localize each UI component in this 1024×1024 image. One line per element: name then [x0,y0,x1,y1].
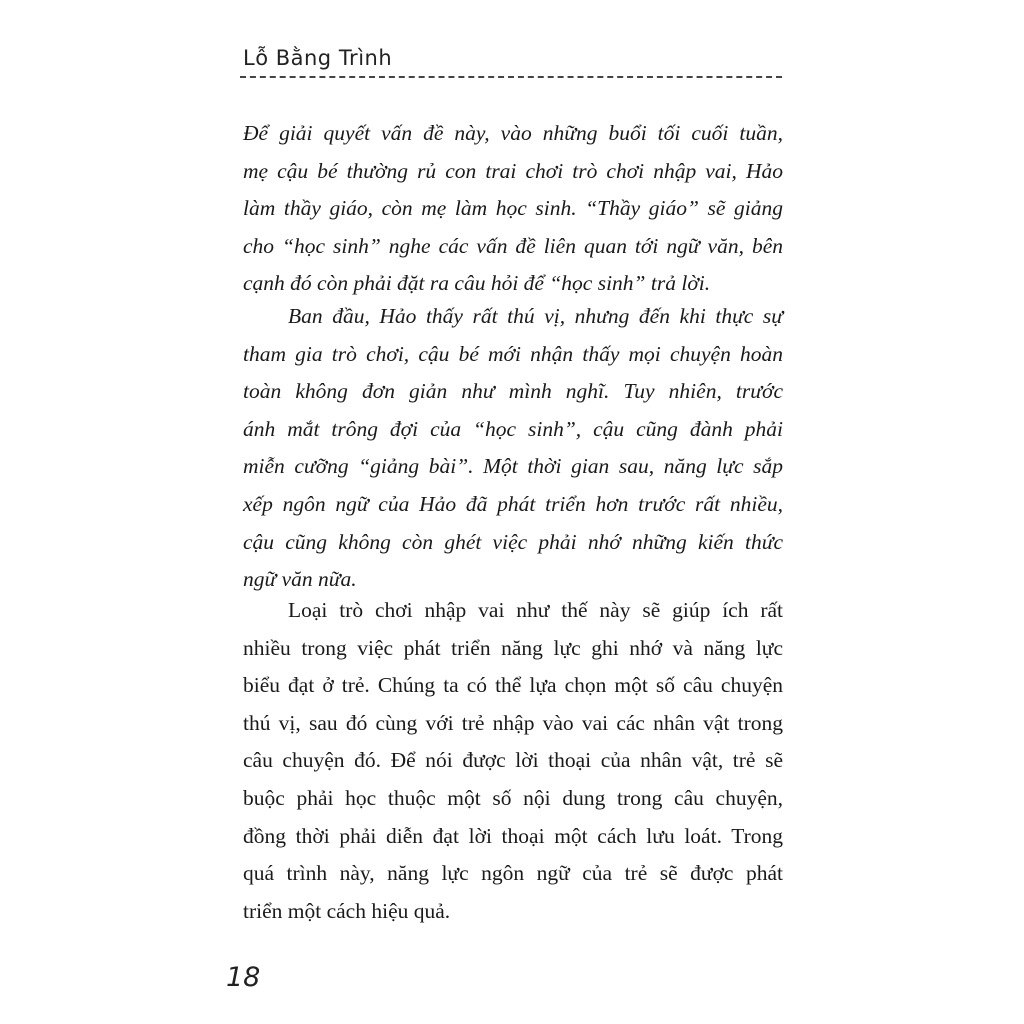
paragraph-line: Ban đầu, Hảo thấy rất thú vị, nhưng đến khi thực sự [288,304,783,328]
paragraph-line: làm thầy giáo, còn mẹ làm học sinh. “Thầy giáo” sẽ giảng [243,196,783,221]
paragraph-line: miễn cưỡng “giảng bài”. Một thời gian sau, năng lực sắp [243,454,783,479]
paragraph-line: cậu cũng không còn ghét việc phải nhớ những kiến thức [243,529,783,554]
paragraph-line: ngữ văn nữa. [243,567,357,592]
paragraph-line: ánh mắt trông đợi của “học sinh”, cậu cũng đành phải [243,416,783,441]
paragraph-line: Loại trò chơi nhập vai như thế này sẽ giúp ích rất [288,598,783,622]
paragraph-line: tham gia trò chơi, cậu bé mới nhận thấy mọi chuyện hoàn [243,341,783,366]
paragraph-line: triển một cách hiệu quả. [243,898,451,923]
paragraph-line: quá trình này, năng lực ngôn ngữ của trẻ sẽ được phát [243,861,783,886]
running-header-author: Lỗ Bằng Trình [243,46,393,70]
paragraph-line: biểu đạt ở trẻ. Chúng ta có thể lựa chọn một số câu chuyện [243,673,783,698]
paragraph-line: toàn không đơn giản như mình nghĩ. Tuy nhiên, trước [243,379,783,404]
paragraph-line: mẹ cậu bé thường rủ con trai chơi trò chơi nhập vai, Hảo [243,158,783,183]
paragraph-line: cạnh đó còn phải đặt ra câu hỏi để “học sinh” trả lời. [243,271,711,296]
paragraph-1 [243,115,783,303]
header-divider [240,76,782,78]
paragraph-2 [243,298,783,599]
paragraph-line: buộc phải học thuộc một số nội dung trong câu chuyện, [243,785,783,810]
paragraph-line: xếp ngôn ngữ của Hảo đã phát triển hơn trước rất nhiều, [243,491,783,516]
paragraph-line: đồng thời phải diễn đạt lời thoại một cách lưu loát. Trong [243,823,783,848]
paragraph-line: câu chuyện đó. Để nói được lời thoại của nhân vật, trẻ sẽ [243,748,783,773]
page-number: 18 [226,962,261,993]
paragraph-line: Để giải quyết vấn đề này, vào những buổi tối cuối tuần, [243,121,783,145]
paragraph-line: thú vị, sau đó cùng với trẻ nhập vào vai các nhân vật trong [243,710,783,735]
paragraph-line: cho “học sinh” nghe các vấn đề liên quan tới ngữ văn, bên [243,233,783,258]
paragraph-line: nhiều trong việc phát triển năng lực ghi nhớ và năng lực [243,635,783,660]
paragraph-3 [243,592,783,930]
